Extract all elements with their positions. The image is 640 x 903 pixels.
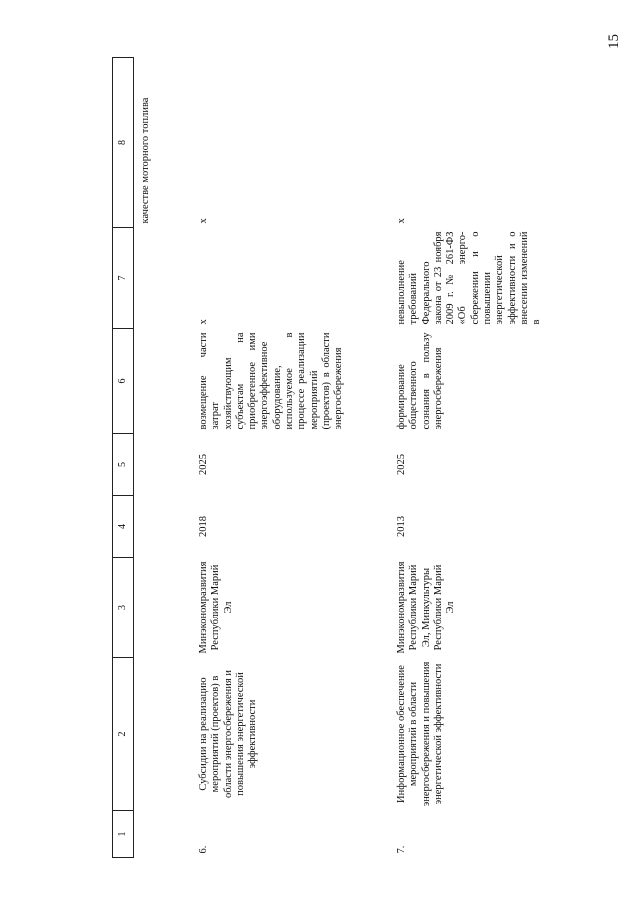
table-row — [390, 58, 640, 858]
consequence: невыполнение требований Федерального закона от 23 ноября 2009 г. № 261-ФЗ «Об энерго-сбережении и о повышении энергетической эффективности и о внесении изменений в — [396, 231, 543, 325]
start-year: 2018 — [198, 516, 209, 537]
expected-result: возмещение части затрат хозяйствующим субъектам на приобретенное ими энергоэффективное оборудование, используемое в процессе реализации мероприятий (проектов) в области энергосбережения — [198, 332, 345, 430]
header-col-1: 1 — [113, 811, 134, 858]
row-number: 7. — [396, 845, 407, 854]
measures-table-container — [112, 58, 634, 858]
header-col-5: 5 — [113, 434, 134, 496]
end-year: 2025 — [396, 454, 407, 475]
row-number: 6. — [198, 845, 209, 854]
header-col-4: 4 — [113, 496, 134, 558]
table-row — [192, 58, 390, 858]
header-col-6: 6 — [113, 329, 134, 434]
expected-result: формирование общественного сознания в пользу энергосбережения — [396, 332, 444, 430]
page-number: 15 — [606, 34, 622, 49]
header-col-2: 2 — [113, 658, 134, 811]
table-header-row — [113, 58, 134, 858]
measures-table — [112, 57, 640, 858]
end-year: 2025 — [198, 454, 209, 475]
header-col-3: 3 — [113, 558, 134, 658]
consequence: х — [198, 319, 209, 325]
executor: Минэкономразвития Республики Марий Эл — [198, 561, 234, 654]
header-col-8: 8 — [113, 58, 134, 228]
measure-name: Информационное обеспечение мероприятий в области энергосбережения и повышения энергетической эффективности — [396, 661, 444, 807]
table-row-continuation — [134, 58, 193, 858]
link: х — [198, 218, 209, 224]
continued-text: качестве моторного топлива — [140, 97, 151, 224]
measure-name: Субсидии на реализацию мероприятий (проектов) в области энергосбережения и повышения энергетической эффективности — [198, 670, 259, 798]
executor: Минэкономразвития Республики Марий Эл, Минкультуры Республики Марий Эл — [396, 561, 457, 654]
start-year: 2013 — [396, 516, 407, 537]
link: х — [396, 218, 407, 224]
header-col-7: 7 — [113, 228, 134, 329]
